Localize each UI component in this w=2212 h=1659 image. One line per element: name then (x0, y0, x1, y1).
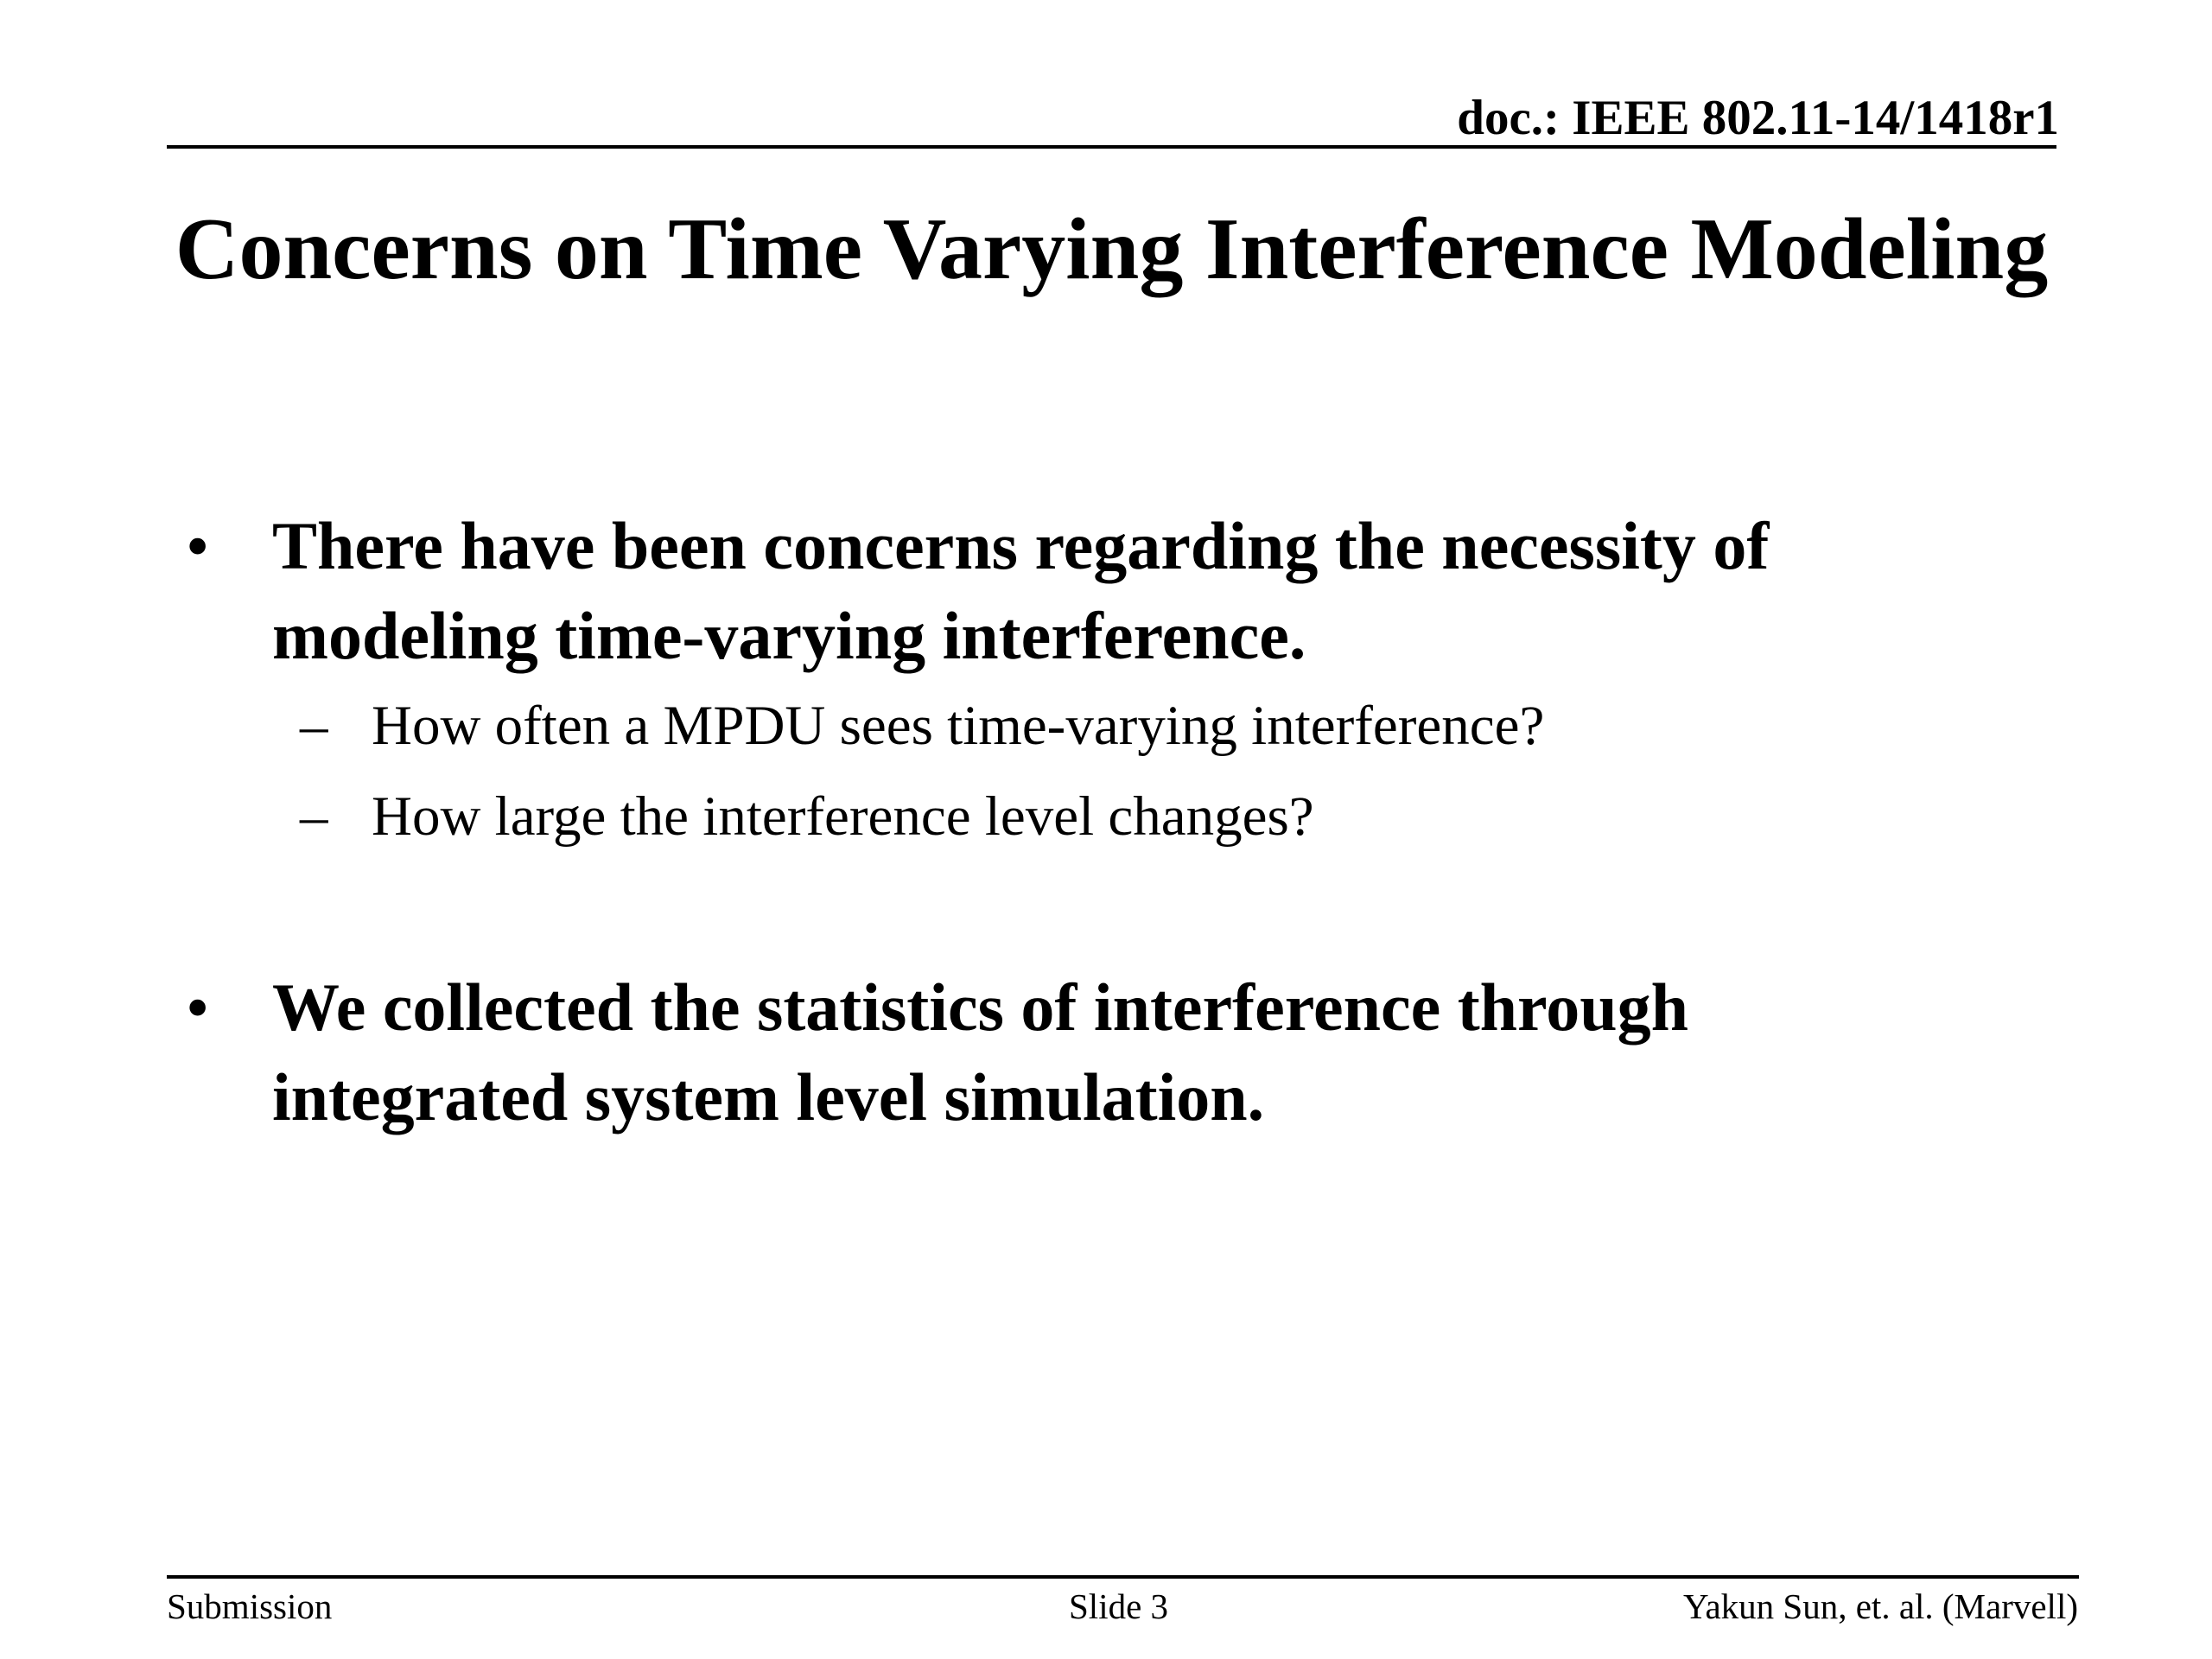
footer-slide-number: Slide 3 (1069, 1586, 1169, 1626)
sub-bullet-text: How large the interference level changes? (372, 785, 1314, 848)
bullet-item (186, 501, 2000, 681)
bullet-marker: • (186, 969, 210, 1045)
document-id: doc.: IEEE 802.11-14/1418r1 (1457, 91, 2059, 145)
sub-bullet-item (300, 691, 2013, 760)
sub-bullet-marker: – (300, 785, 328, 848)
bullet-text: There have been concerns regarding the necessity of modeling time-varying interference. (272, 508, 1770, 673)
footer-author: Yakun Sun, et. al. (Marvell) (1682, 1586, 2078, 1626)
sub-bullet-text: How often a MPDU sees time-varying interference? (372, 695, 1545, 757)
sub-bullet-item (300, 782, 2013, 851)
sub-bullet-marker: – (300, 695, 328, 757)
slide-title: Concerns on Time Varying Interference Modeling (175, 200, 2049, 298)
footer-divider (167, 1575, 2079, 1579)
bullet-text: We collected the statistics of interference through integrated system level simulation. (272, 969, 1689, 1135)
bullet-item (186, 963, 2000, 1142)
bullet-marker: • (186, 508, 210, 583)
footer-submission: Submission (167, 1586, 333, 1626)
